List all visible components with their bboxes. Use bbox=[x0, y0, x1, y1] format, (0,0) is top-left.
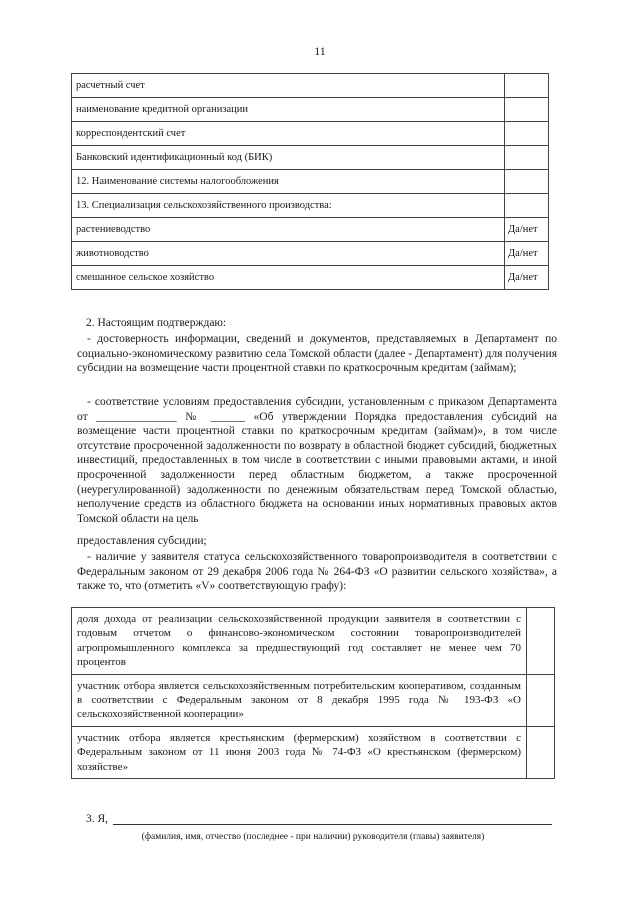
table-row bbox=[72, 74, 549, 98]
row-value[interactable] bbox=[505, 170, 549, 194]
row-value[interactable] bbox=[505, 146, 549, 170]
table-row bbox=[72, 266, 549, 290]
row-label: смешанное сельское хозяйство bbox=[72, 266, 505, 290]
option-checkbox-cell[interactable] bbox=[527, 726, 555, 778]
options-table bbox=[71, 607, 555, 779]
section2-item2: - соответствие условиям предоставления субсидии, установленным с приказом Департамента от ______________ № ______ «Об утверждении Порядка предоставления субсидий на возмещение части процентной ставки по краткосрочным кредитам (займам)», в том числе отсутствие просроченной задолженности по возврату в областной бюджет субсидий, бюджетных инвестиций, предоставленных в том числе в соответствии с иными правовыми актами, и иной просроченной задолженности перед областным бюджетом, а также просроченной (неурегулированной) задолженности по денежным обязательствам перед Томской областью, неполучение средств из областного бюджета на основании иных нормативных правовых актов Томской области на цель bbox=[77, 396, 557, 525]
row-label: 12. Наименование системы налогообложения bbox=[72, 170, 505, 194]
section2-heading: 2. Настоящим подтверждаю: bbox=[86, 317, 227, 329]
row-value[interactable] bbox=[505, 98, 549, 122]
table-row bbox=[72, 122, 549, 146]
table-row bbox=[72, 674, 555, 726]
table-row bbox=[72, 218, 549, 242]
table-row bbox=[72, 170, 549, 194]
row-label: Банковский идентификационный код (БИК) bbox=[72, 146, 505, 170]
section3-label: 3. Я, bbox=[86, 813, 109, 825]
section2-item1: - достоверность информации, сведений и документов, представляемых в Департамент по социально-экономическому развитию села Томской области (далее - Департамент) для получения субсидии на возмещение части процентной ставки по краткосрочным кредитам (займам); bbox=[77, 333, 557, 375]
option-checkbox-cell[interactable] bbox=[527, 608, 555, 675]
table-row bbox=[72, 194, 549, 218]
row-label: корреспондентский счет bbox=[72, 122, 505, 146]
table-row bbox=[72, 98, 549, 122]
signature-caption: (фамилия, имя, отчество (последнее - при наличии) руководителя (главы) заявителя) bbox=[141, 832, 485, 842]
table-row bbox=[72, 146, 549, 170]
section2-item2-tail: предоставления субсидии; bbox=[77, 535, 207, 547]
signature-name-field[interactable] bbox=[113, 823, 552, 825]
table-row bbox=[72, 242, 549, 266]
row-value[interactable] bbox=[505, 74, 549, 98]
option-text: участник отбора является сельскохозяйственным потребительским кооперативом, созданным в соответствии с Федеральным законом от 8 декабря 1995 года № 193-ФЗ «О сельскохозяйственной кооперации» bbox=[72, 674, 527, 726]
table-row bbox=[72, 608, 555, 675]
page-number: 11 bbox=[314, 44, 326, 58]
row-label: растениеводство bbox=[72, 218, 505, 242]
row-value[interactable] bbox=[505, 122, 549, 146]
table-row bbox=[72, 726, 555, 778]
row-value[interactable] bbox=[505, 194, 549, 218]
option-text: участник отбора является крестьянским (фермерским) хозяйством в соответствии с Федеральным законом от 11 июня 2003 года № 74-ФЗ «О крестьянском (фермерском) хозяйстве» bbox=[72, 726, 527, 778]
option-text: доля дохода от реализации сельскохозяйственной продукции заявителя в соответствии с годовым отчетом о финансово-экономическом состоянии товаропроизводителей агропромышленного комплекса за предшествующий год составляет не менее чем 70 процентов bbox=[72, 608, 527, 675]
row-label: расчетный счет bbox=[72, 74, 505, 98]
row-value[interactable]: Да/нет bbox=[505, 266, 549, 290]
row-value[interactable]: Да/нет bbox=[505, 218, 549, 242]
row-label: 13. Специализация сельскохозяйственного производства: bbox=[72, 194, 505, 218]
option-checkbox-cell[interactable] bbox=[527, 674, 555, 726]
row-value[interactable]: Да/нет bbox=[505, 242, 549, 266]
bank-details-table bbox=[71, 73, 549, 290]
section2-item3: - наличие у заявителя статуса сельскохозяйственного товаропроизводителя в соответствии с Федеральным законом от 29 декабря 2006 года № 264-ФЗ «О развитии сельского хозяйства», а также то, что (отметить «V» соответствующую графу): bbox=[77, 551, 557, 593]
row-label: наименование кредитной организации bbox=[72, 98, 505, 122]
row-label: животноводство bbox=[72, 242, 505, 266]
